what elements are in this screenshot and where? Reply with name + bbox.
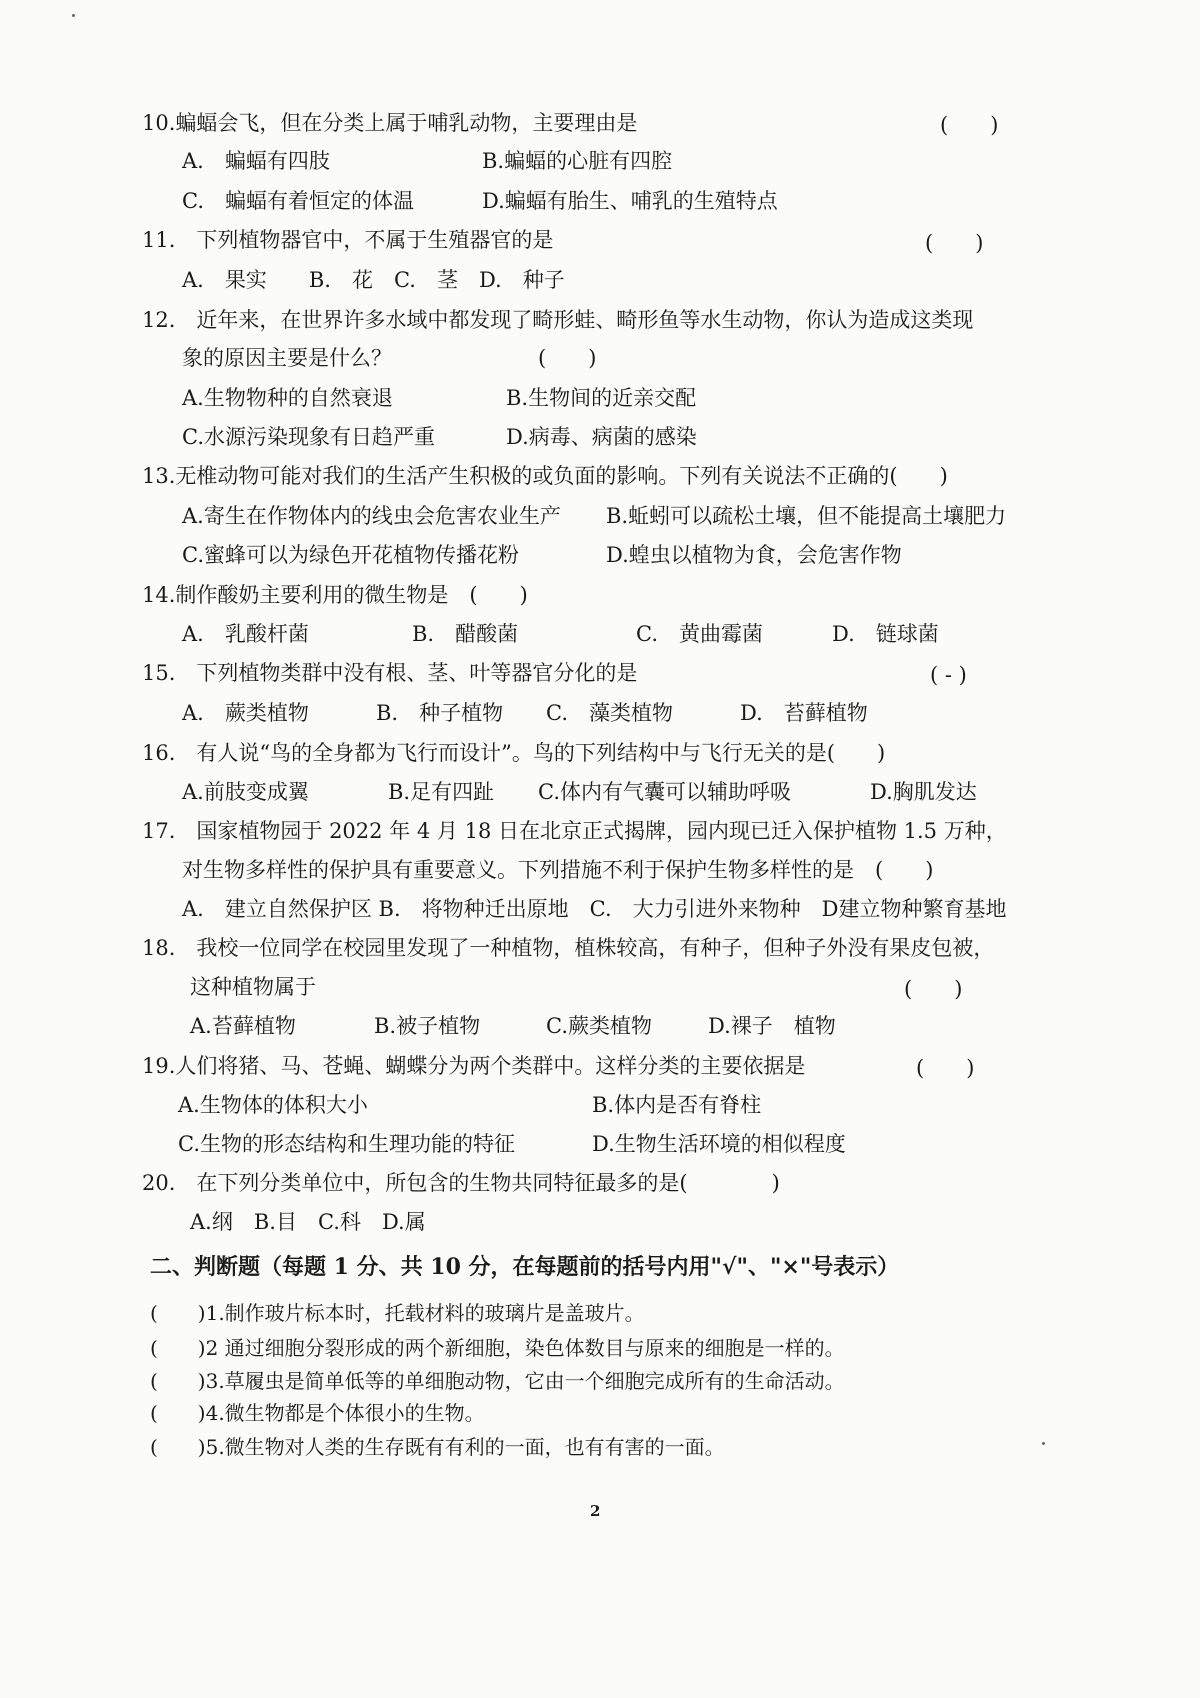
option: D.胸肌发达 bbox=[870, 780, 977, 804]
question-16-stem: 16. 有人说“鸟的全身都为飞行而设计”。鸟的下列结构中与飞行无关的是( ) bbox=[142, 741, 886, 765]
options-line: A. 果实 B. 花 C. 茎 D. 种子 bbox=[182, 268, 565, 292]
question-18-stem-cont: 这种植物属于 bbox=[190, 975, 316, 999]
question-17-stem-cont: 对生物多样性的保护具有重要意义。下列措施不利于保护生物多样性的是 ( ) bbox=[182, 858, 934, 882]
option: C.水源污染现象有日趋严重 bbox=[182, 425, 435, 449]
answer-paren: ( ) bbox=[904, 977, 963, 1001]
answer-paren: ( ) bbox=[538, 346, 597, 370]
option: D.生物生活环境的相似程度 bbox=[592, 1132, 846, 1156]
question-12-stem-cont: 象的原因主要是什么？ bbox=[182, 346, 392, 370]
option: A.前肢变成翼 bbox=[182, 780, 309, 804]
option: B.蝙蝠的心脏有四腔 bbox=[482, 149, 673, 173]
answer-paren: ( ) bbox=[940, 113, 999, 137]
option: D.裸子 植物 bbox=[708, 1014, 836, 1038]
question-13-stem: 13.无椎动物可能对我们的生活产生积极的或负面的影响。下列有关说法不正确的( ) bbox=[142, 464, 948, 488]
question-14-stem: 14.制作酸奶主要利用的微生物是 ( ) bbox=[142, 583, 528, 607]
option: D. 链球菌 bbox=[832, 622, 939, 646]
option: B.蚯蚓可以疏松土壤，但不能提高土壤肥力 bbox=[606, 504, 1007, 528]
option: C. 蝙蝠有着恒定的体温 bbox=[182, 189, 414, 213]
option: C.生物的形态结构和生理功能的特征 bbox=[178, 1132, 515, 1156]
judgment-item: ( )3.草履虫是简单低等的单细胞动物，它由一个细胞完成所有的生命活动。 bbox=[150, 1369, 845, 1393]
scan-speck bbox=[1042, 1442, 1045, 1445]
option: D.病毒、病菌的感染 bbox=[506, 425, 697, 449]
judgment-item: ( )5.微生物对人类的生存既有有利的一面，也有有害的一面。 bbox=[150, 1435, 725, 1459]
page-number: 2 bbox=[590, 1502, 601, 1520]
option: A.苔藓植物 bbox=[190, 1014, 296, 1038]
question-17-stem: 17. 国家植物园于 2022 年 4 月 18 日在北京正式揭牌，园内现已迁入保护植物 1.5 万种， bbox=[142, 819, 1007, 843]
judgment-item: ( )2 通过细胞分裂形成的两个新细胞，染色体数目与原来的细胞是一样的。 bbox=[150, 1336, 845, 1360]
scan-speck bbox=[72, 14, 75, 17]
judgment-item: ( )4.微生物都是个体很小的生物。 bbox=[150, 1401, 485, 1425]
question-18-stem: 18. 我校一位同学在校园里发现了一种植物，植株较高，有种子，但种子外没有果皮包被， bbox=[142, 936, 995, 960]
option: B.足有四趾 bbox=[388, 780, 495, 804]
options-line: A.纲 B.目 C.科 D.属 bbox=[190, 1210, 426, 1234]
answer-paren: ( ) bbox=[925, 231, 984, 255]
option: A. 蕨类植物 bbox=[182, 701, 309, 725]
option: C.蜜蜂可以为绿色开花植物传播花粉 bbox=[182, 543, 519, 567]
question-20-stem: 20. 在下列分类单位中，所包含的生物共同特征最多的是( ) bbox=[142, 1171, 780, 1195]
option: A.生物物种的自然衰退 bbox=[182, 386, 393, 410]
option: D. 苔藓植物 bbox=[740, 701, 868, 725]
question-15-stem: 15. 下列植物类群中没有根、茎、叶等器官分化的是 bbox=[142, 661, 638, 685]
option: B. 种子植物 bbox=[376, 701, 504, 725]
option: D.蝙蝠有胎生、哺乳的生殖特点 bbox=[482, 189, 778, 213]
option: D.蝗虫以植物为食，会危害作物 bbox=[606, 543, 902, 567]
options-line: A. 建立自然保护区 B. 将物种迁出原地 C. 大力引进外来物种 D建立物种繁育基地 bbox=[182, 897, 1007, 921]
answer-paren: ( - ) bbox=[930, 663, 967, 687]
option: B.被子植物 bbox=[374, 1014, 481, 1038]
option: B.体内是否有脊柱 bbox=[592, 1093, 762, 1117]
question-10-stem: 10.蝙蝠会飞，但在分类上属于哺乳动物，主要理由是 bbox=[142, 111, 638, 135]
question-12-stem: 12. 近年来，在世界许多水域中都发现了畸形蛙、畸形鱼等水生动物，你认为造成这类现 bbox=[142, 308, 974, 332]
option: A.生物体的体积大小 bbox=[178, 1093, 368, 1117]
option: A. 蝙蝠有四肢 bbox=[182, 149, 330, 173]
option: A.寄生在作物体内的线虫会危害农业生产 bbox=[182, 504, 561, 528]
question-19-stem: 19.人们将猪、马、苍蝇、蝴蝶分为两个类群中。这样分类的主要依据是 bbox=[142, 1054, 806, 1078]
judgment-item: ( )1.制作玻片标本时，托载材料的玻璃片是盖玻片。 bbox=[150, 1301, 645, 1325]
question-11-stem: 11. 下列植物器官中，不属于生殖器官的是 bbox=[142, 228, 554, 252]
option: B. 醋酸菌 bbox=[412, 622, 519, 646]
option: A. 乳酸杆菌 bbox=[182, 622, 309, 646]
section-title: 二、判断题（每题 1 分、共 10 分，在每题前的括号内用"√"、"×"号表示） bbox=[150, 1254, 900, 1280]
option: C. 藻类植物 bbox=[546, 701, 673, 725]
option: C.体内有气囊可以辅助呼吸 bbox=[538, 780, 791, 804]
option: B.生物间的近亲交配 bbox=[506, 386, 697, 410]
answer-paren: ( ) bbox=[916, 1056, 975, 1080]
option: C. 黄曲霉菌 bbox=[636, 622, 763, 646]
option: C.蕨类植物 bbox=[546, 1014, 652, 1038]
